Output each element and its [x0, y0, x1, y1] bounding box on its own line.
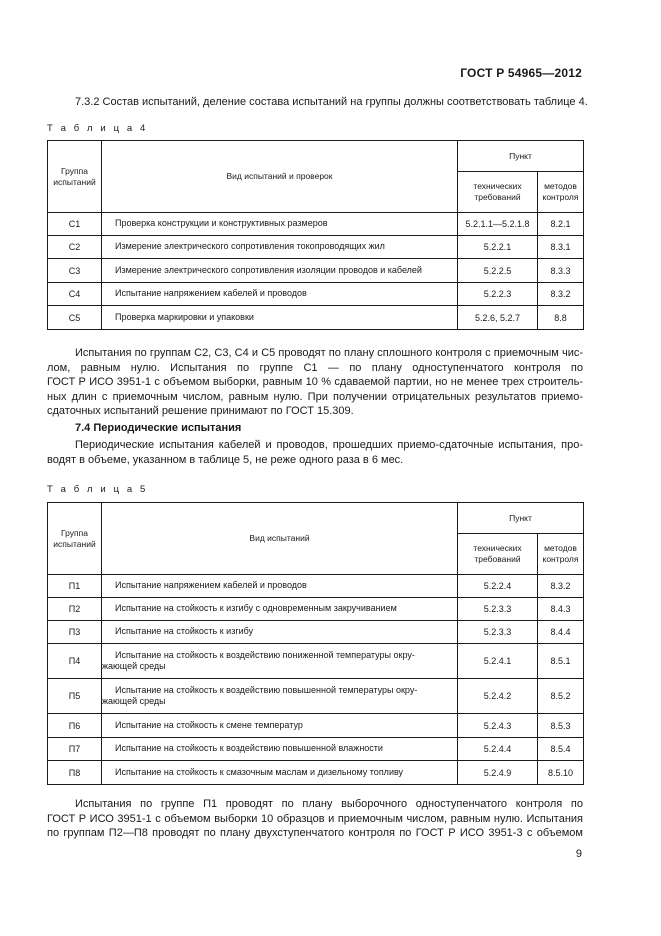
paragraph-line: лом, равным нулю. Испытания по группе С1 — по плану одноступенчатого контроля по — [47, 361, 583, 374]
page-number: 9 — [575, 848, 582, 860]
table-4-head-group: Группа испытаний — [48, 141, 102, 213]
table-5-head-kind: Вид испытаний — [102, 503, 458, 575]
table-cell-tech: 5.2.2.5 — [458, 259, 538, 283]
table-cell-tech: 5.2.4.2 — [458, 679, 538, 714]
table-cell-method: 8.3.2 — [538, 575, 584, 598]
table-cell-tech: 5.2.2.3 — [458, 283, 538, 306]
table-row — [48, 679, 584, 714]
table-4-head-tech: технических требований — [458, 172, 538, 213]
table-cell-group: С1 — [48, 213, 102, 236]
table-cell-name-line: Испытание на стойкость к смене температур — [115, 719, 303, 730]
table-cell-name: Измерение электрического сопротивления токопроводящих жил — [102, 236, 458, 259]
table-cell-name-line: жающей среды — [102, 696, 166, 706]
table-cell-group: П3 — [48, 621, 102, 644]
table-cell-tech: 5.2.4.1 — [458, 644, 538, 679]
paragraph-7-4 — [47, 438, 583, 467]
table-cell-group: П4 — [48, 644, 102, 679]
table-cell-group: П7 — [48, 738, 102, 761]
table-cell-name — [102, 644, 458, 679]
table-4-caption: Т а б л и ц а 4 — [47, 123, 148, 134]
table-cell-method: 8.3.2 — [538, 283, 584, 306]
table-cell-tech: 5.2.2.4 — [458, 575, 538, 598]
table-cell-name-line: Испытание на стойкость к воздействию повышенной температуры окру- — [115, 684, 418, 695]
table-cell-method: 8.5.10 — [538, 761, 584, 785]
table-cell-name — [102, 598, 458, 621]
table-5 — [47, 502, 584, 785]
table-cell-name — [102, 714, 458, 738]
table-cell-tech: 5.2.3.3 — [458, 598, 538, 621]
table-cell-method: 8.3.1 — [538, 236, 584, 259]
table-cell-name: Проверка маркировки и упаковки — [102, 306, 458, 330]
table-row — [48, 714, 584, 738]
table-cell-group: С3 — [48, 259, 102, 283]
paragraph-line: 7.3.2 Состав испытаний, деление состава испытаний на группы должны соответствовать таблице 4. — [75, 96, 588, 108]
paragraph-line: ных длин с приемочным числом, равным нулю. При получении отрицательных результатов приемо- — [47, 390, 583, 403]
table-4 — [47, 140, 584, 330]
table-row — [48, 213, 584, 236]
table-cell-group: П1 — [48, 575, 102, 598]
table-cell-name-line: Испытание на стойкость к смазочным маслам и дизельному топливу — [115, 766, 404, 777]
section-7-4-title: 7.4 Периодические испытания — [75, 422, 242, 434]
table-cell-name-line: Испытание на стойкость к воздействию повышенной влажности — [115, 743, 383, 754]
table-5-head-tech: технических требований — [458, 534, 538, 575]
table-cell-method: 8.4.4 — [538, 621, 584, 644]
table-cell-name — [102, 621, 458, 644]
table-cell-group: П6 — [48, 714, 102, 738]
table-4-head-methods: методов контроля — [538, 172, 584, 213]
paragraph-7-3-2 — [47, 95, 611, 110]
table-row — [48, 283, 584, 306]
table-cell-tech: 5.2.1.1—5.2.1.8 — [458, 213, 538, 236]
table-row — [48, 738, 584, 761]
table-4-head-kind: Вид испытаний и проверок — [102, 141, 458, 213]
table-cell-method: 8.8 — [538, 306, 584, 330]
table-row — [48, 598, 584, 621]
table-cell-name-line: жающей среды — [102, 661, 166, 671]
table-cell-method: 8.4.3 — [538, 598, 584, 621]
table-cell-name — [102, 575, 458, 598]
table-5-head-clause: Пункт — [458, 503, 584, 534]
table-row — [48, 306, 584, 330]
paragraph-line: ГОСТ Р ИСО 3951-1 с объемом выборки 10 образцов и приемочным числом, равным нулю. Испытания — [47, 812, 583, 825]
table-cell-tech: 5.2.4.4 — [458, 738, 538, 761]
table-cell-name: Проверка конструкции и конструктивных размеров — [102, 213, 458, 236]
paragraph-line: Периодические испытания кабелей и проводов, прошедших приемо-сдаточные испытания, про- — [75, 439, 583, 451]
table-cell-group: С2 — [48, 236, 102, 259]
table-cell-name-line: Испытание напряжением кабелей и проводов — [115, 580, 307, 591]
paragraph-after-table-4 — [47, 346, 583, 419]
table-cell-method: 8.2.1 — [538, 213, 584, 236]
paragraph-line: сдаточных испытаний решение принимают по ГОСТ 15.309. — [47, 405, 354, 417]
table-cell-name — [102, 679, 458, 714]
table-cell-method: 8.5.2 — [538, 679, 584, 714]
table-cell-name — [102, 761, 458, 785]
table-5-caption: Т а б л и ц а 5 — [47, 484, 148, 495]
table-row — [48, 621, 584, 644]
table-cell-group: С4 — [48, 283, 102, 306]
table-cell-tech: 5.2.6, 5.2.7 — [458, 306, 538, 330]
table-row — [48, 259, 584, 283]
table-5-head-group: Группа испытаний — [48, 503, 102, 575]
table-row — [48, 761, 584, 785]
table-cell-name-line: Испытание на стойкость к изгибу — [115, 626, 254, 637]
table-cell-method: 8.5.3 — [538, 714, 584, 738]
table-cell-name — [102, 738, 458, 761]
table-row — [48, 575, 584, 598]
paragraph-line: ГОСТ Р ИСО 3951-1 с объемом выборки, равным 10 % сдаваемой партии, но не менее трех строитель- — [47, 376, 583, 388]
paragraph-line: водят в объеме, указанном в таблице 5, не реже одного раза в 6 мес. — [47, 453, 404, 466]
table-cell-group: С5 — [48, 306, 102, 330]
table-cell-name-line: Испытание на стойкость к воздействию пониженной температуры окру- — [115, 649, 415, 660]
table-cell-method: 8.3.3 — [538, 259, 584, 283]
table-cell-method: 8.5.1 — [538, 644, 584, 679]
table-4-head-clause: Пункт — [458, 141, 584, 172]
paragraph-line: Испытания по группам С2, С3, С4 и С5 проводят по плану сплошного контроля с приемочным чис- — [75, 347, 583, 359]
paragraph-line: по группам П2—П8 проводят по плану двухступенчатого контроля по ГОСТ Р ИСО 3951-3 с объемом — [47, 827, 583, 839]
table-cell-tech: 5.2.4.3 — [458, 714, 538, 738]
table-cell-method: 8.5.4 — [538, 738, 584, 761]
table-cell-name: Испытание напряжением кабелей и проводов — [102, 283, 458, 306]
table-cell-group: П8 — [48, 761, 102, 785]
table-cell-tech: 5.2.3.3 — [458, 621, 538, 644]
table-cell-tech: 5.2.4.9 — [458, 761, 538, 785]
table-row — [48, 236, 584, 259]
table-cell-name: Измерение электрического сопротивления изоляции проводов и кабелей — [102, 259, 458, 283]
document-code: ГОСТ Р 54965—2012 — [460, 66, 582, 80]
paragraph-after-table-5 — [47, 797, 583, 841]
table-5-head-methods: методов контроля — [538, 534, 584, 575]
table-cell-name-line: Испытание на стойкость к изгибу с одновременным закручиванием — [115, 603, 397, 614]
table-row — [48, 644, 584, 679]
table-cell-group: П5 — [48, 679, 102, 714]
table-cell-group: П2 — [48, 598, 102, 621]
table-cell-tech: 5.2.2.1 — [458, 236, 538, 259]
paragraph-line: Испытания по группе П1 проводят по плану выборочного одноступенчатого контроля по — [75, 798, 583, 810]
